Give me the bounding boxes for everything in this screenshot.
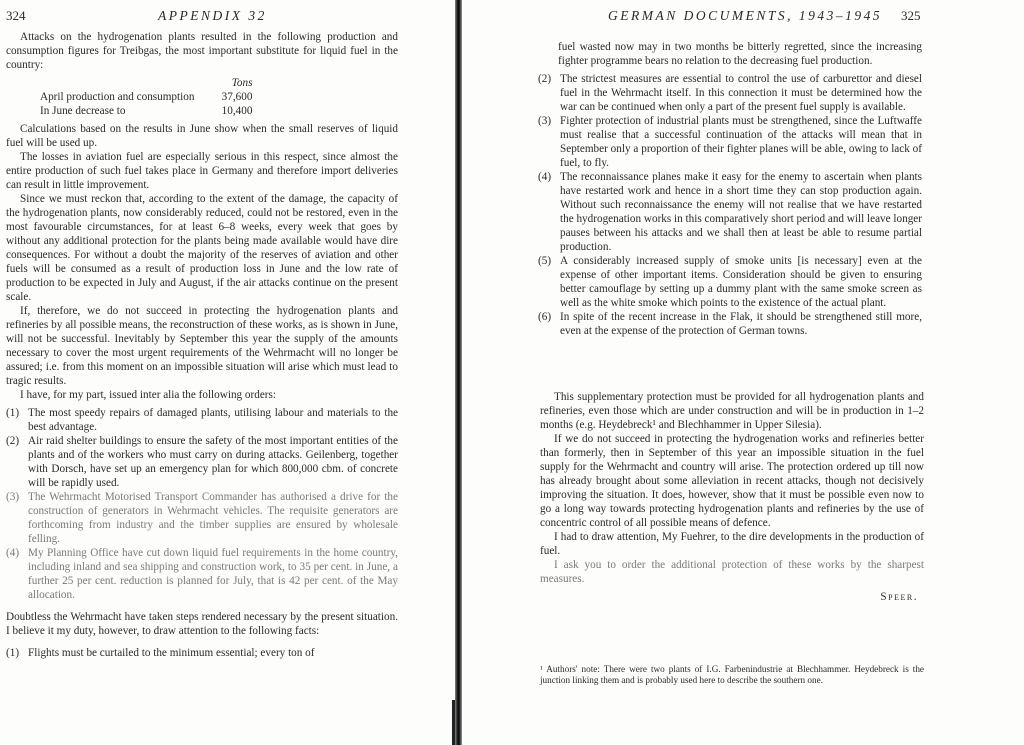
right-page	[462, 0, 1024, 745]
item-text: Air raid shelter buildings to ensure the safety of the most important entities of the plants and of the workers who must carry on during attacks. Geilenberg, together with Dorsch, have set up an emergency plan for which 800,000 cbm. of concrete will be rapidly used.	[28, 435, 398, 489]
item-text: The reconnaissance planes make it easy for the enemy to ascertain when plants have restarted work and hence in a short time they can stop production again. Without such reconnaissance the enemy will not realise that we have restarted the hydrogenation works in this comparatively short period and will leave longer pauses between his attacks and we shall then at least be able to resume partial production.	[560, 171, 922, 253]
paragraph: If, therefore, we do not succeed in protecting the hydrogenation plants and refineries by all possible means, the reconstruction of these works, as is shown in June, will not be successful. Inevitably by September this year the supply of the amounts necessary to cover the most urgent requirements of the Wehrmacht will no longer be assured; i.e. from this moment on an impossible situation will arise which must lead to tragic results.	[6, 305, 398, 387]
left-running-head: APPENDIX 32	[158, 8, 267, 23]
paragraph: This supplementary protection must be provided for all hydrogenation plants and refineries, even those which are under construction and will be in production in 1–2 months (e.g. Heydebreck¹ and Blechhammer in Upper Silesia).	[540, 391, 924, 431]
continuation-paragraph: fuel wasted now may in two months be bitterly regretted, since the increasing fighter programme bears no relation to the decreasing fuel production.	[558, 41, 922, 67]
table-row	[36, 90, 256, 104]
paragraph: Calculations based on the results in June show when the small reserves of liquid fuel will be used up.	[6, 123, 398, 149]
item-number: (4)	[538, 171, 552, 183]
item-number: (5)	[538, 255, 552, 267]
list-item	[538, 170, 922, 254]
table-unit: Tons	[231, 77, 253, 89]
item-number: (4)	[6, 547, 20, 559]
footnote: ¹ Authors' note: There were two plants of I.G. Farbenindustrie at Blechhammer. Heydebreck is the junction linking them and is probably used here to describe the southern one.	[540, 664, 924, 685]
item-text: A considerably increased supply of smoke units [is necessary] even at the expense of other important items. Consideration should be given to ensuring better camouflage by setting up a dummy plant with the same smoke screen as well as the white smoke which points to the existence of the actual plant.	[560, 255, 922, 309]
left-page-number: 324	[6, 8, 26, 23]
orders-list	[6, 406, 398, 602]
item-number: (2)	[6, 435, 20, 447]
facts-list	[6, 646, 398, 660]
paragraph: I have, for my part, issued inter alia the following orders:	[20, 389, 276, 401]
right-running-head: GERMAN DOCUMENTS, 1943–1945	[608, 8, 883, 23]
item-text: In spite of the recent increase in the Flak, it should be strengthened still more, even at the expense of the protection of German towns.	[560, 311, 922, 337]
paragraph: If we do not succeed in protecting the hydrogenation works and refineries better than formerly, then in September of this year an impossible situation in the fuel supply for the Wehrmacht and country will arise. The protection ordered up till now has already brought about some alleviation in recent attacks, though not decisively improving the situation. It does, however, show that it must be possible even now to go a long way towards protecting hydrogenation plants and refineries by the use of concentric control of all possible means of defence.	[540, 433, 924, 529]
table-row-label: April production and consumption	[40, 91, 195, 103]
intro-paragraph: Attacks on the hydrogenation plants resulted in the following production and consumption figures for Treibgas, the most important substitute for liquid fuel in the country:	[6, 31, 398, 71]
paragraph: Since we must reckon that, according to the extent of the damage, the capacity of the hydrogenation plants, now considerably reduced, could not be restored, even in the most favourable circumstances, for at least 6–8 weeks, every week that goes by without any additional protection for the plants being made available would have dire consequences. For without a doubt the majority of the reserves of aviation and other fuels will be consumed as a result of production loss in June and the low rate of production to be expected in July and August, if the air attacks continue on the present scale.	[6, 193, 398, 303]
list-item	[6, 406, 398, 434]
left-body	[6, 30, 398, 660]
right-page-number: 325	[901, 8, 921, 23]
book-gutter	[455, 0, 462, 745]
table-row-value: 10,400	[221, 105, 253, 117]
paragraph: I ask you to order the additional protection of these works by the sharpest measures.	[540, 559, 924, 585]
item-text: Flights must be curtailed to the minimum essential; every ton of	[28, 647, 315, 659]
closing-paragraph: Doubtless the Wehrmacht have taken steps rendered necessary by the present situation. I believe it my duty, however, to draw attention to the following facts:	[6, 611, 398, 637]
item-number: (1)	[6, 647, 20, 659]
right-body	[538, 40, 922, 338]
signature: Speer.	[880, 591, 918, 603]
item-text: The most speedy repairs of damaged plants, utilising labour and materials to the best advantage.	[28, 407, 398, 433]
item-number: (3)	[6, 491, 20, 503]
paragraph: I had to draw attention, My Fuehrer, to the dire developments in the production of fuel.	[540, 531, 924, 557]
production-table	[36, 76, 256, 118]
list-item	[6, 434, 398, 490]
item-text: The Wehrmacht Motorised Transport Commander has authorised a drive for the construction of generators in Wehrmacht vehicles. The requisite generators are forthcoming from industry and the timber supplies are ensured by wholesale felling.	[28, 491, 398, 545]
table-row-label: In June decrease to	[40, 105, 126, 117]
list-item	[538, 254, 922, 310]
item-text: My Planning Office have cut down liquid fuel requirements in the home country, including inland and sea shipping and construction work, to 35 per cent. in June, a further 25 per cent. reduction is planned for July, that is 42 per cent. of the May allocation.	[28, 547, 398, 601]
item-text: Fighter protection of industrial plants must be strengthened, since the Luftwaffe must realise that a successful continuation of the attacks will mean that in September only a proportion of their fighter planes will be able, owing to lack of fuel, to fly.	[560, 115, 922, 169]
item-number: (2)	[538, 73, 552, 85]
table-row-value: 37,600	[221, 91, 253, 103]
list-item	[538, 310, 922, 338]
item-number: (6)	[538, 311, 552, 323]
item-number: (3)	[538, 115, 552, 127]
gutter-shadow	[452, 700, 455, 745]
list-item	[6, 546, 398, 602]
list-item	[538, 114, 922, 170]
table-row	[36, 104, 256, 118]
facts-list-continued	[538, 72, 922, 338]
list-item	[6, 490, 398, 546]
right-body-lower	[540, 390, 924, 604]
item-text: The strictest measures are essential to control the use of carburettor and diesel fuel in the Wehrmacht itself. In this connection it must be determined how the war can be continued when only a part of the present fuel supply is available.	[560, 73, 922, 113]
item-number: (1)	[6, 407, 20, 419]
list-item	[6, 646, 398, 660]
paragraph: The losses in aviation fuel are especially serious in this respect, since almost the entire production of such fuel takes place in Germany and therefore import deliveries can result in little improvement.	[6, 151, 398, 191]
left-page	[0, 0, 455, 745]
list-item	[538, 72, 922, 114]
